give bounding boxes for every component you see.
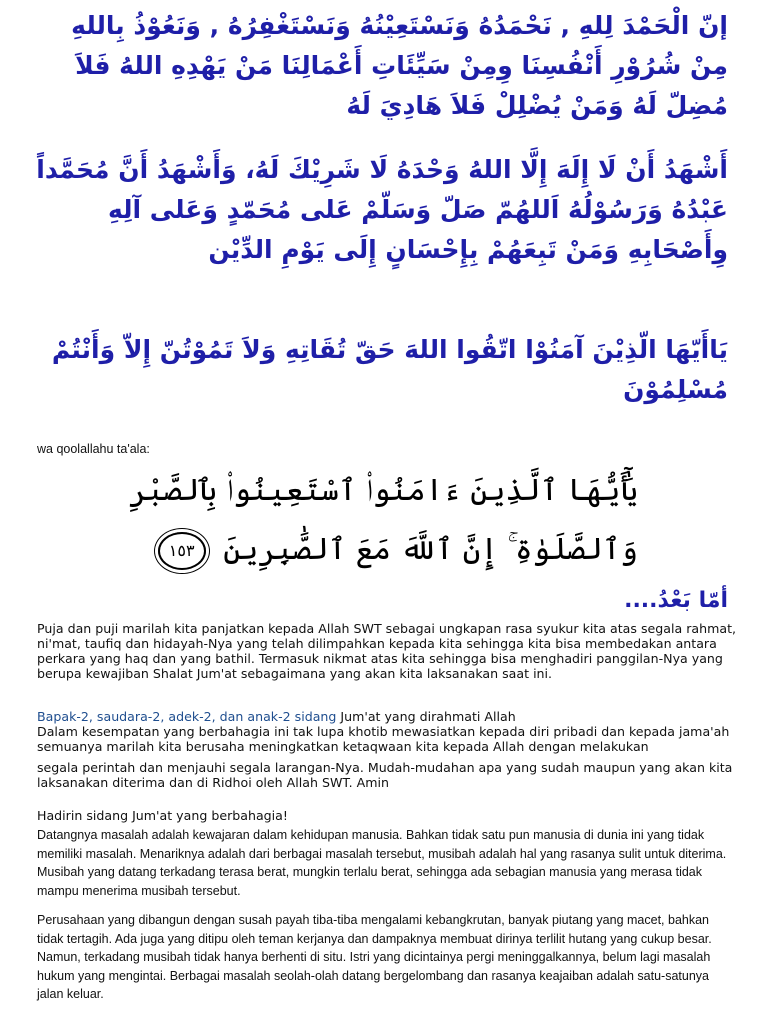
- arabic-shahada-salawat: أَشْهَدُ أَنْ لَا إِلَهَ إِلَّا اللهُ وَحْدَهُ لَا شَرِيْكَ لَهُ، وَأَشْهَدُ أَنَّ مُحَمَّداً عَبْدُهُ وَرَسُوْلُهُ اَللهُمّ صَلّ وَسَلّمْ عَلى مُحَمّدٍ وَعَلى آلِهِ وِأَصْحَابِهِ وَمَنْ تَبِعَهُمْ بِإِحْسَانٍ إِلَى يَوْمِ الدِّيْن: [36, 155, 728, 264]
- paragraph-wasiat: [37, 709, 737, 791]
- quran-verse-text: يَٰٓأَيُّهَا ٱلَّذِينَ ءَامَنُوا۟ ٱسْتَعِينُوا۟ بِٱلصَّبْرِ وَٱلصَّلَوٰةِ ۚ إِنَّ ٱللَّهَ مَعَ ٱلصَّٰبِرِينَ: [129, 473, 638, 567]
- arabic-opening-praise: إنّ الْحَمْدَ لِلهِ , نَحْمَدُهُ وَنَسْتَعِيْنُهُ وَنَسْتَغْفِرُهُ , وَنَعُوْذُ بِاللهِ مِنْ شُرُوْرِ أَنْفُسِنَا وِمِنْ سَيِّئَاتِ أَعْمَالِنَا مَنْ يَهْدِهِ اللهُ فَلاَ مُضِلّ لَهُ وَمَنْ يُضْلِلْ فَلاَ هَادِيَ لَهُ: [71, 11, 728, 120]
- paragraph-musibah: Perusahaan yang dibangun dengan susah payah tiba-tiba mengalami kebangkrutan, banyak piutang yang macet, bahkan tidak tertagih. Ada juga yang ditipu oleh teman kerjanya dan dampaknya membuat dirinya terlilit hutang yang cukup besar. Namun, terkadang musibah tidak hanya berhenti di situ. Istri yang dicintainya pergi meninggalkannya, belum lagi masalah hukum yang mengintai. Berbagai masalah seolah-olah datang bergelombang dan rasanya keajaiban adalah satu-satunya jalan keluar.: [37, 913, 712, 1001]
- salutation-rest: Jum'at yang dirahmati Allah: [336, 709, 516, 724]
- wasiat-body-b: segala perintah dan menjauhi segala larangan-Nya. Mudah-mudahan apa yang sudah maupun yang akan kita laksanakan diterima dan di Ridhoi oleh Allah SWT. Amin: [37, 760, 733, 791]
- wasiat-body-a: Dalam kesempatan yang berbahagia ini tak lupa khotib mewasiatkan kepada diri pribadi dan kepada jama'ah semuanya marilah kita berusaha meningkatkan ketaqwaan kita kepada Allah dengan melakukan: [37, 724, 730, 755]
- quran-verse-image: [78, 462, 638, 579]
- salutation-blue: Bapak-2, saudara-2, adek-2, dan anak-2 sidang: [37, 709, 337, 724]
- verse-intro-label: wa qoolallahu ta'ala:: [37, 442, 150, 456]
- ayah-number-ornament-icon: ١٥٣: [158, 532, 206, 570]
- section-heading-hadirin: Hadirin sidang Jum'at yang berbahagia!: [37, 808, 288, 823]
- paragraph-praise: Puja dan puji marilah kita panjatkan kepada Allah SWT sebagai ungkapan rasa syukur kita atas segala rahmat, ni'mat, taufiq dan hidayah-Nya yang telah dilimpahkan kepada kita sehingga kita bisa membedakan antara perkara yang haq dan yang bathil. Termasuk nikmat atas kita sehingga bisa menghadiri panggilan-Nya yang berupa kewajiban Shalat Jum'at sebagaimana yang akan kita laksanakan saat ini.: [37, 621, 737, 682]
- amma-badu-heading: أمّا بَعْدُ....: [624, 588, 728, 613]
- paragraph-masalah: Datangnya masalah adalah kewajaran dalam kehidupan manusia. Bahkan tidak satu pun manusia di dunia ini yang tidak memiliki masalah. Menariknya adalah dari berbagai masalah tersebut, musibah adalah hal yang rasanya sulit untuk diterima. Musibah yang datang terkadang terasa berat, mungkin terlalu berat, sehingga ada sebagian manusia yang merasa tidak mampu menerima musibah tersebut.: [37, 828, 727, 898]
- arabic-taqwa-verse: يَاأَيّهَا الّذِيْنَ آمَنُوْا اتّقُوا اللهَ حَقّ تُقَاتِهِ وَلاَ تَمُوْتُنّ إِلاّ وَأَنْتُمْ مُسْلِمُوْنَ: [51, 335, 728, 404]
